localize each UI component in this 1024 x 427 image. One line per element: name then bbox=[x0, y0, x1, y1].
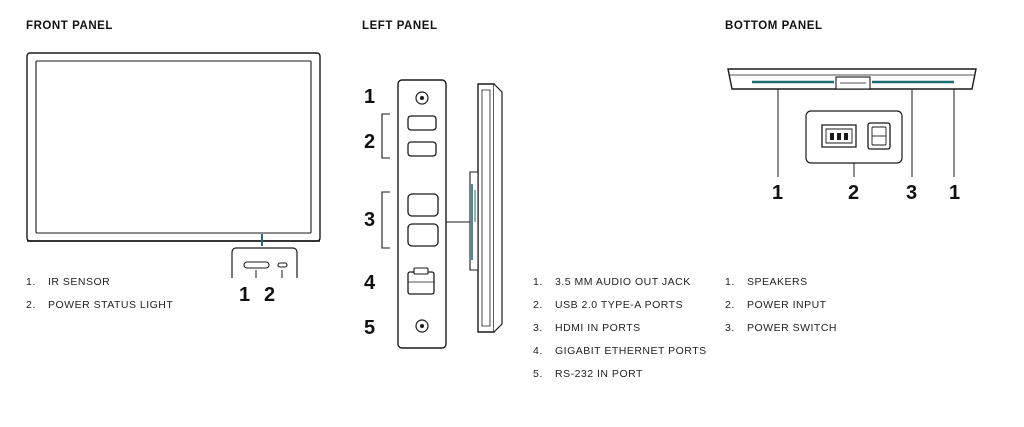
legend-number: 5. bbox=[533, 368, 543, 380]
left-callout-1: 1 bbox=[364, 86, 376, 108]
left-callout-3: 3 bbox=[364, 209, 376, 231]
legend-label: SPEAKERS bbox=[747, 276, 808, 288]
usb-port-icon bbox=[408, 142, 436, 156]
legend-label: HDMI IN PORTS bbox=[555, 322, 641, 334]
legend-item bbox=[533, 299, 707, 311]
bottom-callout-2: 2 bbox=[848, 182, 860, 204]
legend-item bbox=[533, 345, 707, 357]
legend-item bbox=[26, 299, 173, 311]
ir-sensor-icon bbox=[244, 262, 269, 268]
legend-number: 1. bbox=[725, 276, 735, 288]
legend-label: POWER INPUT bbox=[747, 299, 827, 311]
legend-number: 3. bbox=[533, 322, 543, 334]
front-callout-2: 2 bbox=[264, 284, 276, 306]
status-light-slot-icon bbox=[278, 263, 287, 267]
legend-number: 3. bbox=[725, 322, 735, 334]
legend-number: 4. bbox=[533, 345, 543, 357]
legend-number: 2. bbox=[725, 299, 735, 311]
bottom-panel-illustration bbox=[722, 55, 982, 195]
legend-number: 2. bbox=[533, 299, 543, 311]
bottom-callout-1-right: 1 bbox=[949, 182, 961, 204]
left-panel-legend bbox=[533, 276, 707, 391]
legend-item bbox=[725, 322, 837, 334]
legend-label: RS-232 IN PORT bbox=[555, 368, 643, 380]
ethernet-port-icon bbox=[408, 272, 434, 294]
legend-item bbox=[725, 299, 837, 311]
bottom-callout-3: 3 bbox=[906, 182, 918, 204]
front-panel-illustration bbox=[22, 48, 332, 278]
legend-label: USB 2.0 TYPE-A PORTS bbox=[555, 299, 684, 311]
front-callout-1: 1 bbox=[239, 284, 251, 306]
legend-number: 2. bbox=[26, 299, 36, 311]
legend-label: GIGABIT ETHERNET PORTS bbox=[555, 345, 707, 357]
bottom-panel-title: BOTTOM PANEL bbox=[725, 20, 823, 32]
bottom-callout-1-left: 1 bbox=[772, 182, 784, 204]
legend-item bbox=[533, 276, 707, 288]
legend-label: POWER STATUS LIGHT bbox=[48, 299, 174, 311]
legend-item bbox=[533, 322, 707, 334]
legend-number: 1. bbox=[533, 276, 543, 288]
left-callout-5: 5 bbox=[364, 317, 376, 339]
hdmi-port-icon bbox=[408, 224, 438, 246]
legend-item bbox=[533, 368, 707, 380]
display-screen-icon bbox=[36, 61, 311, 233]
front-panel-title: FRONT PANEL bbox=[26, 20, 113, 32]
legend-number: 1. bbox=[26, 276, 36, 288]
left-callout-4: 4 bbox=[364, 272, 376, 294]
legend-label: POWER SWITCH bbox=[747, 322, 837, 334]
left-panel-illustration bbox=[360, 72, 530, 357]
legend-item bbox=[26, 276, 173, 288]
bottom-panel-legend bbox=[725, 276, 837, 345]
left-callout-2: 2 bbox=[364, 131, 376, 153]
legend-label: IR SENSOR bbox=[48, 276, 111, 288]
legend-item bbox=[725, 276, 837, 288]
front-panel-legend bbox=[26, 276, 173, 322]
hdmi-port-icon bbox=[408, 194, 438, 216]
usb-port-icon bbox=[408, 116, 436, 130]
legend-label: 3.5 MM AUDIO OUT JACK bbox=[555, 276, 691, 288]
left-panel-title: LEFT PANEL bbox=[362, 20, 438, 32]
